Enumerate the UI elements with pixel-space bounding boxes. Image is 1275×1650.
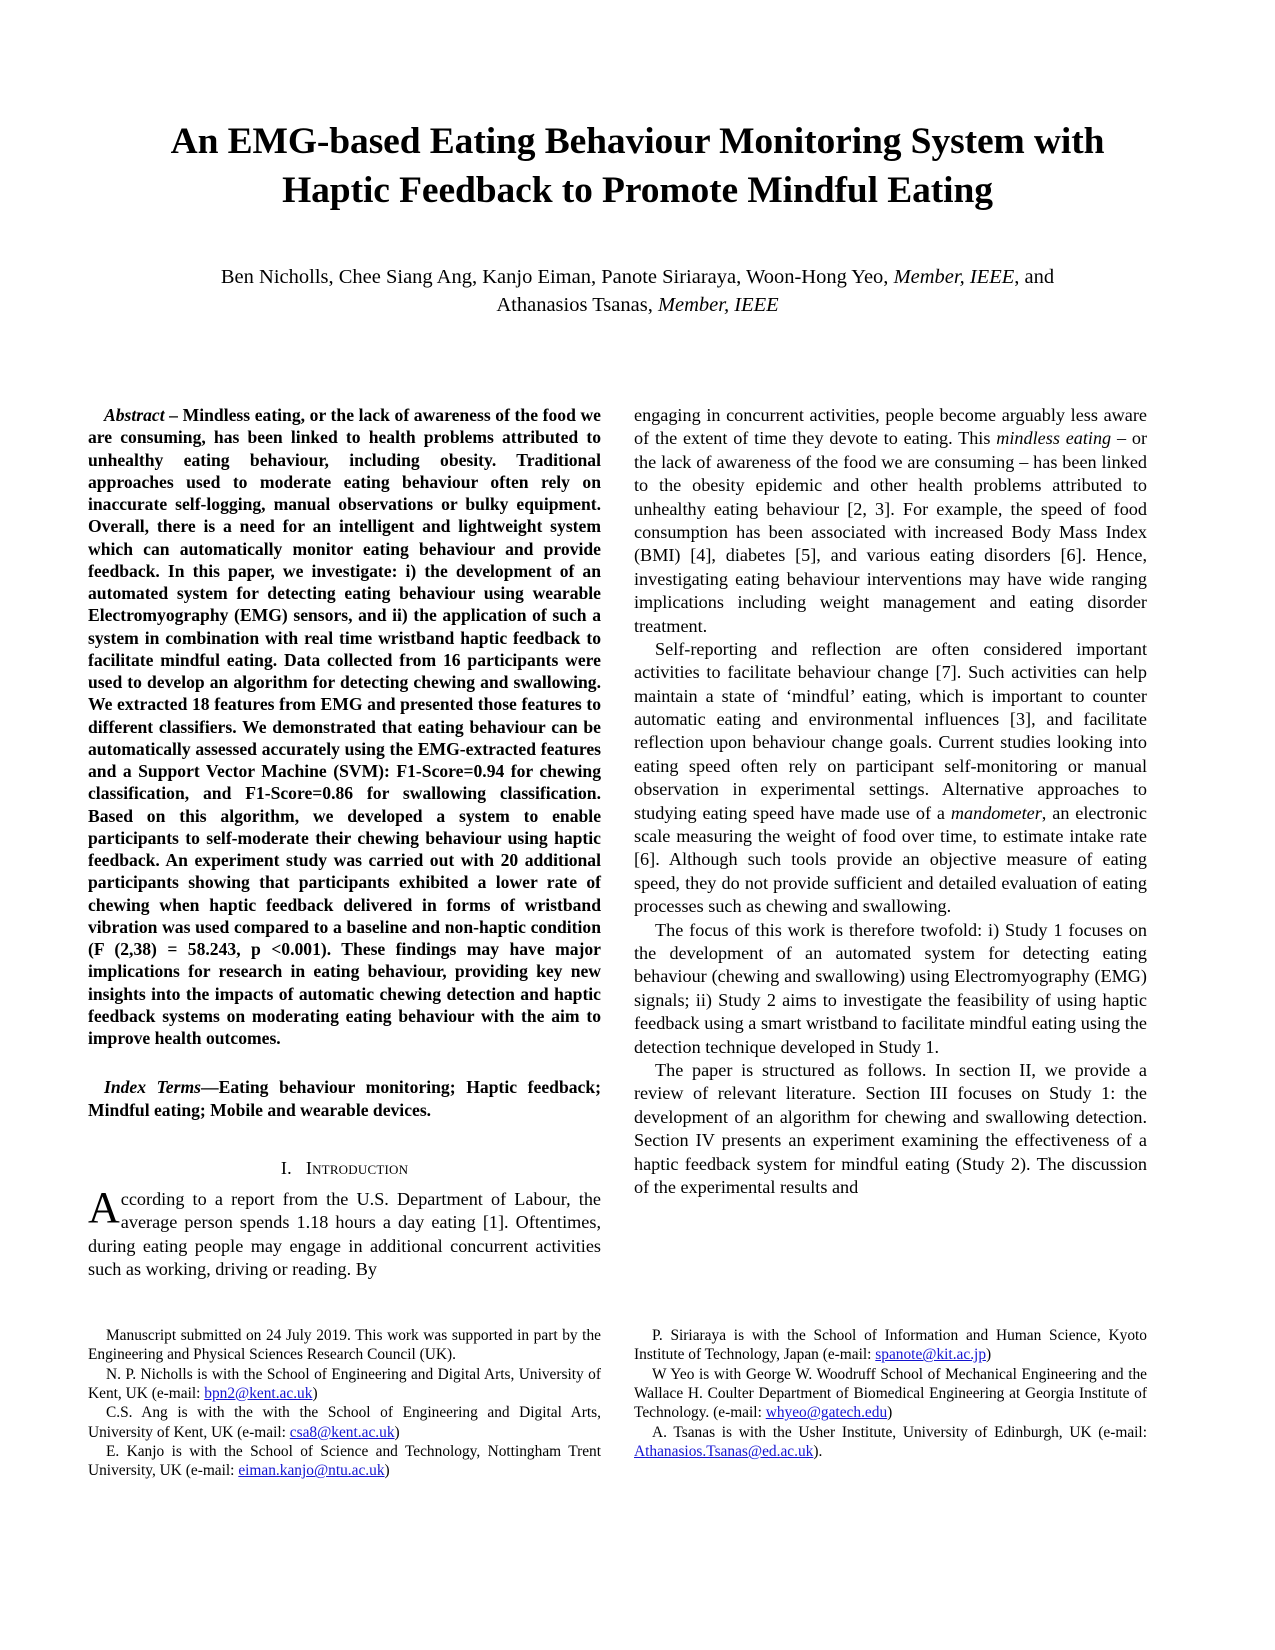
section-title: Introduction xyxy=(305,1157,409,1178)
footnote-text-before: C.S. Ang is with the with the School of Engineering and Digital Arts, University of Kent, UK (e-mail: xyxy=(88,1404,601,1441)
abstract-text: Mindless eating, or the lack of awareness of the food we are consuming, has been linked to health problems attributed to unhealthy eating behaviour, including obesity. Traditional approaches used to moderate eating behaviour often rely on inaccurate self-logging, manual observations or bulky equipment. Overall, there is a need for an intelligent and lightweight system which can automatically monitor eating behaviour and provide feedback. In this paper, we investigate: i) the development of an automated system for detecting eating behaviour using wearable Electromyography (EMG) sensors, and ii) the application of such a system in combination with real time wristband haptic feedback to facilitate mindful eating. Data collected from 16 participants were used to develop an algorithm for detecting chewing and swallowing. We extracted 18 features from EMG and presented those features to different classifiers. We demonstrated that eating behaviour can be automatically assessed accurately using the EMG-extracted features and a Support Vector Machine (SVM): F1-Score=0.94 for chewing classification, and F1-Score=0.86 for swallowing classification. Based on this algorithm, we developed a system to enable participants to self-moderate their chewing behaviour using haptic feedback. An experiment study was carried out with 20 additional participants showing that participants exhibited a lower rate of chewing when haptic feedback delivered in forms of wristband vibration was used compared to a baseline and non-haptic condition (F (2,38) = 58.243, p <0.001). These findings may have major implications for research in eating behaviour, providing key new insights into the impacts of automatic chewing detection and haptic feedback systems on moderating eating behaviour with the aim to improve health outcomes. xyxy=(88,405,601,1048)
intro-paragraph-1-continued xyxy=(634,404,1147,638)
intro-p1-cont-post: – or the lack of awareness of the food we are consuming – has been linked to the obesity epidemic and other health problems attributed to unhealthy eating behaviour [2, 3]. For example, the speed of food consumption has been associated with increased Body Mass Index (BMI) [4], diabetes [5], and various eating disorders [6]. Hence, investigating eating behaviour interventions may have wide ranging implications including weight management and eating disorder treatment. xyxy=(634,428,1148,636)
footnote-item xyxy=(88,1326,601,1365)
intro-p1-cont-pre: engaging in concurrent activities, people become arguably less aware of the extent of time they devote to eating. This xyxy=(634,405,1147,449)
index-terms-text: —Eating behaviour monitoring; Haptic feedback; Mindful eating; Mobile and wearable devices. xyxy=(88,1077,601,1120)
email-link[interactable]: csa8@kent.ac.uk xyxy=(289,1423,395,1441)
abstract-paragraph xyxy=(88,404,601,1049)
footnote-area xyxy=(0,1312,1275,1481)
section-heading-introduction xyxy=(88,1158,601,1179)
title-block xyxy=(0,0,1275,320)
footnote-column-right xyxy=(634,1312,1147,1481)
mindless-eating-emphasis: mindless eating xyxy=(996,428,1112,449)
footnote-text-after: ) xyxy=(394,1423,400,1441)
intro-paragraph-2 xyxy=(634,638,1147,919)
right-column xyxy=(634,404,1147,1304)
email-link[interactable]: eiman.kanjo@ntu.ac.uk xyxy=(238,1462,385,1480)
intro-paragraph-3: The focus of this work is therefore twofold: i) Study 1 focuses on the development of an automated system for detecting eating behaviour (chewing and swallowing) using Electromyography (EMG) signals; ii) Study 2 aims to investigate the feasibility of using haptic feedback using a smart wristband to facilitate mindful eating using the detection technique developed in Study 1. xyxy=(634,919,1147,1057)
footnote-rule xyxy=(634,1312,839,1313)
footnote-item xyxy=(634,1326,1147,1365)
footnote-text-before: A. Tsanas is with the Usher Institute, University of Edinburgh, UK (e-mail: xyxy=(652,1423,1147,1441)
footnote-item xyxy=(634,1423,1147,1462)
footnote-text-after: ) xyxy=(986,1346,992,1364)
author-line-2-membership: Member, IEEE xyxy=(657,294,779,317)
body-columns xyxy=(0,404,1275,1304)
footnote-item xyxy=(88,1442,601,1481)
footnote-item xyxy=(634,1365,1147,1423)
intro-paragraph-1-text: ccording to a report from the U.S. Department of Labour, the average person spends 1.18 hours a day eating [1]. Oftentimes, during eating people may engage in additional concurrent activities such as working, driving or reading. By xyxy=(88,1188,601,1279)
email-link[interactable]: spanote@kit.ac.jp xyxy=(875,1346,987,1364)
mandometer-emphasis: mandometer xyxy=(950,802,1042,823)
abstract-label: Abstract – xyxy=(104,405,183,425)
footnote-text-after: ) xyxy=(384,1462,390,1480)
intro-p2-pre: Self-reporting and reflection are often considered important activities to facilitate behaviour change [7]. Such activities can help maintain a state of ‘mindful’ eating, which is important to counter automatic eating and environmental influences [3], and facilitate reflection upon behaviour change goals. Current studies looking into eating speed often rely on participant self-monitoring or manual observation in experimental settings. Alternative approaches to studying eating speed have made use of a xyxy=(634,638,1147,823)
footnote-item xyxy=(88,1365,601,1404)
footnote-text-after: ) xyxy=(887,1404,893,1422)
author-line-1-names: Ben Nicholls, Chee Siang Ang, Kanjo Eiman, Panote Siriaraya, Woon-Hong Yeo, xyxy=(220,265,894,288)
footnote-text-before: Manuscript submitted on 24 July 2019. This work was supported in part by the Engineering and Physical Sciences Research Council (UK). xyxy=(88,1327,601,1364)
index-terms-label: Index Terms xyxy=(104,1077,201,1098)
drop-cap: A xyxy=(88,1182,120,1232)
email-link[interactable]: bpn2@kent.ac.uk xyxy=(204,1384,313,1402)
footnote-text-before: W Yeo is with George W. Woodruff School of Mechanical Engineering and the Wallace H. Coulter Department of Biomedical Engineering at Georgia Institute of Technology. (e-mail: xyxy=(634,1365,1147,1422)
footnote-rule xyxy=(88,1312,293,1313)
author-line-2-names: Athanasios Tsanas, xyxy=(496,294,658,317)
author-list xyxy=(150,263,1125,320)
footnote-text-before: N. P. Nicholls is with the School of Engineering and Digital Arts, University of Kent, UK (e-mail: xyxy=(88,1365,601,1402)
footnote-item xyxy=(88,1403,601,1442)
footnote-text-after: ). xyxy=(813,1442,823,1460)
intro-p2-post: , an electronic scale measuring the weight of food over time, to estimate intake rate [6]. Although such tools provide an objective measure of eating speed, they do not provide sufficient and detailed evaluation of eating processes such as chewing and swallowing. xyxy=(634,802,1147,917)
email-link[interactable]: whyeo@gatech.edu xyxy=(765,1404,888,1422)
footnote-column-left xyxy=(88,1312,601,1481)
intro-paragraph-1 xyxy=(88,1182,601,1282)
footnote-text-before: P. Siriaraya is with the School of Information and Human Science, Kyoto Institute of Technology, Japan (e-mail: xyxy=(634,1327,1147,1364)
author-line-1-suffix: , and xyxy=(1014,265,1055,288)
email-link[interactable]: Athanasios.Tsanas@ed.ac.uk xyxy=(634,1442,814,1460)
index-terms-paragraph xyxy=(88,1076,601,1121)
intro-paragraph-4: The paper is structured as follows. In section II, we provide a review of relevant literature. Section III focuses on Study 1: the development of an algorithm for chewing and swallowing detection. Section IV presents an experiment examining the effectiveness of a haptic feedback system for mindful eating (Study 2). The discussion of the experimental results and xyxy=(634,1059,1147,1197)
footnote-text-after: ) xyxy=(312,1384,318,1402)
author-line-1-membership: Member, IEEE xyxy=(893,265,1015,288)
section-numeral: I. xyxy=(280,1157,292,1178)
footnote-text-before: E. Kanjo is with the School of Science and Technology, Nottingham Trent University, UK (e-mail: xyxy=(88,1442,601,1480)
page-title: An EMG-based Eating Behaviour Monitoring System with Haptic Feedback to Promote Mindful Eating xyxy=(170,121,1105,211)
left-column xyxy=(88,404,601,1304)
